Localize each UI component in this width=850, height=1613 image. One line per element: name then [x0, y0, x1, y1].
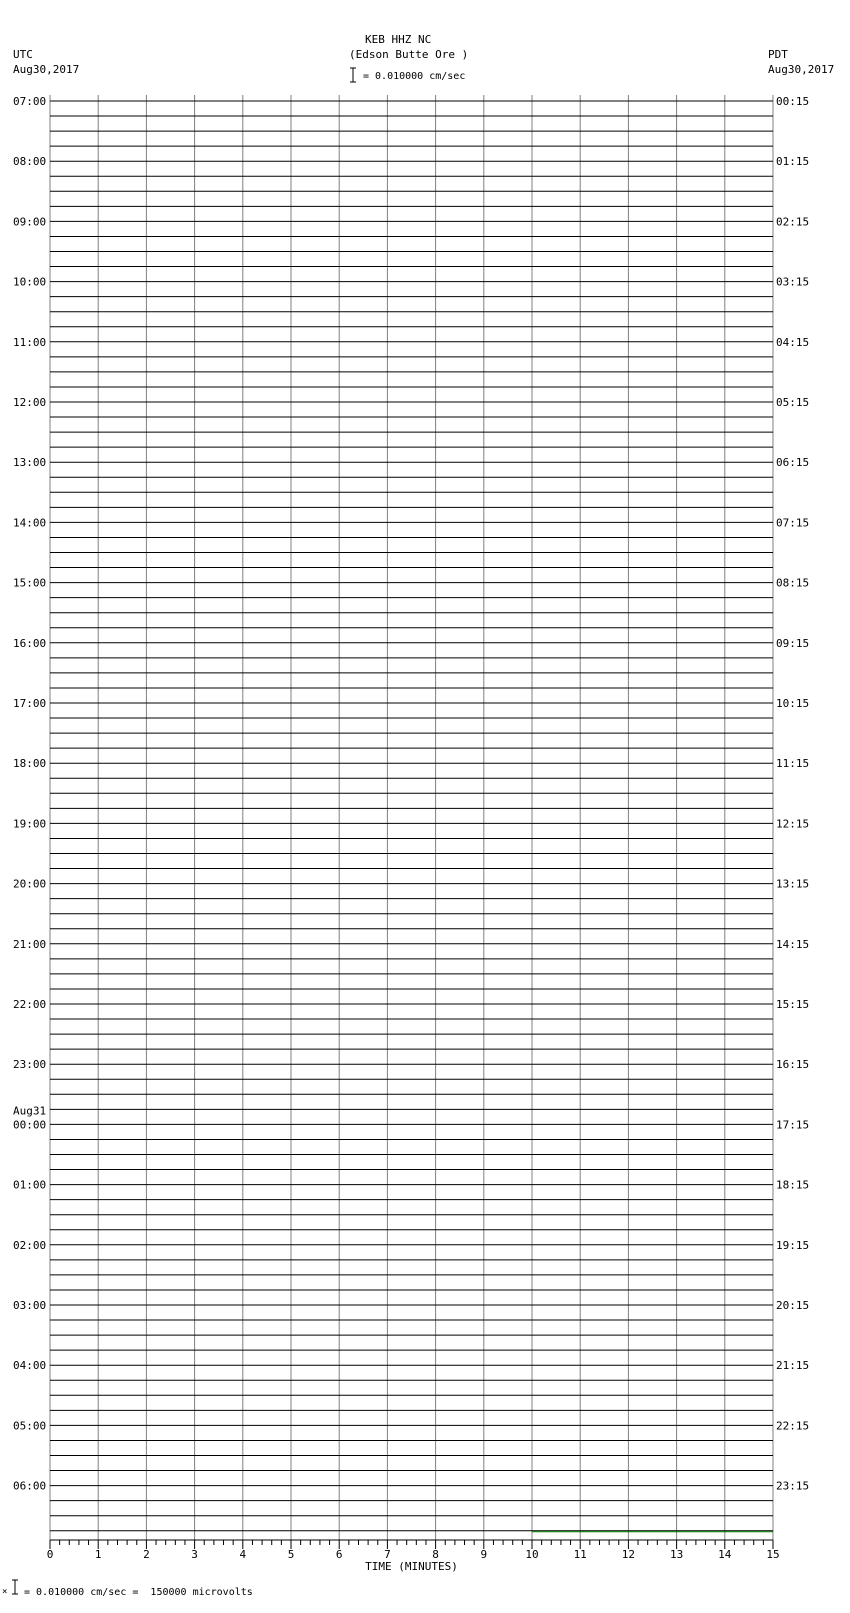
utc-hour-label: 09:00 [13, 215, 47, 229]
x-tick-label: 2 [143, 1548, 150, 1561]
pdt-hour-label: 07:15 [776, 516, 810, 530]
x-tick-label: 0 [46, 1548, 54, 1561]
utc-hour-label: 16:00 [13, 636, 47, 650]
pdt-hour-label: 23:15 [776, 1479, 810, 1493]
x-tick-label: 13 [669, 1548, 684, 1561]
right-date: Aug30,2017 [768, 63, 835, 76]
scale-text: = 0.010000 cm/sec [363, 71, 466, 82]
pdt-hour-label: 08:15 [776, 576, 810, 590]
utc-hour-label: 10:00 [13, 275, 47, 289]
pdt-hour-label: 11:15 [776, 757, 810, 771]
left-timezone: UTC [13, 48, 33, 61]
pdt-hour-label: 03:15 [776, 275, 810, 289]
pdt-hour-label: 12:15 [776, 817, 810, 831]
pdt-hour-label: 02:15 [776, 215, 810, 229]
pdt-hour-label: 05:15 [776, 396, 810, 409]
pdt-hour-label: 01:15 [776, 155, 810, 169]
left-date: Aug30,2017 [13, 63, 80, 76]
utc-hour-label: 17:00 [13, 697, 47, 710]
x-axis-label: TIME (MINUTES) [365, 1560, 458, 1573]
x-tick-label: 7 [384, 1548, 391, 1561]
x-tick-label: 15 [766, 1548, 780, 1561]
x-tick-label: 5 [287, 1548, 295, 1561]
utc-hour-label: 11:00 [13, 335, 47, 349]
pdt-hour-label: 21:15 [776, 1359, 810, 1373]
x-tick-label: 10 [525, 1548, 539, 1561]
pdt-hour-label: 22:15 [776, 1419, 810, 1433]
x-tick-label: 12 [621, 1548, 636, 1561]
pdt-hour-label: 06:15 [776, 456, 810, 470]
footer-scale-bar-icon [11, 1579, 19, 1595]
x-tick-label: 6 [335, 1548, 343, 1561]
utc-hour-label: 03:00 [13, 1299, 47, 1312]
pdt-hour-label: 04:15 [776, 335, 810, 349]
utc-hour-label: 15:00 [13, 576, 47, 590]
utc-hour-label: 00:00 [13, 1118, 47, 1132]
utc-hour-label: 13:00 [13, 456, 47, 470]
pdt-hour-label: 00:15 [776, 95, 810, 108]
utc-hour-label: 18:00 [13, 757, 47, 771]
pdt-hour-label: 18:15 [776, 1178, 810, 1192]
pdt-hour-label: 13:15 [776, 877, 810, 891]
utc-hour-label: 23:00 [13, 1058, 47, 1072]
pdt-hour-label: 09:15 [776, 636, 810, 650]
footer-scale-text: = 0.010000 cm/sec = 150000 microvolts [24, 1587, 253, 1598]
utc-hour-label: 22:00 [13, 998, 47, 1011]
utc-hour-label: 21:00 [13, 937, 47, 951]
station-code: KEB HHZ NC [365, 33, 432, 46]
pdt-hour-label: 14:15 [776, 937, 810, 951]
x-tick-label: 11 [573, 1548, 587, 1561]
utc-hour-label: 05:00 [13, 1419, 47, 1433]
pdt-hour-label: 15:15 [776, 998, 810, 1011]
x-tick-label: 14 [718, 1548, 732, 1561]
utc-hour-label: 02:00 [13, 1238, 47, 1252]
x-tick-label: 4 [239, 1548, 247, 1561]
utc-hour-label: 19:00 [13, 817, 47, 831]
footer-marker: × [2, 1587, 8, 1597]
pdt-hour-label: 19:15 [776, 1238, 810, 1252]
pdt-hour-label: 16:15 [776, 1058, 810, 1072]
utc-hour-label: 08:00 [13, 155, 47, 169]
pdt-hour-label: 17:15 [776, 1118, 810, 1132]
utc-hour-label: 04:00 [13, 1359, 47, 1373]
x-tick-label: 8 [432, 1548, 439, 1561]
station-name: (Edson Butte Ore ) [349, 48, 469, 61]
x-tick-label: 1 [94, 1548, 102, 1561]
utc-hour-label: 01:00 [13, 1178, 47, 1192]
pdt-hour-label: 20:15 [776, 1299, 810, 1312]
utc-hour-label: 12:00 [13, 396, 47, 409]
right-timezone: PDT [768, 48, 788, 61]
utc-hour-label: 14:00 [13, 516, 47, 530]
x-tick-label: 3 [191, 1548, 198, 1561]
date-change-label: Aug31 [13, 1104, 47, 1118]
utc-hour-label: 07:00 [13, 95, 47, 108]
pdt-hour-label: 10:15 [776, 697, 810, 710]
x-tick-label: 9 [480, 1548, 488, 1561]
utc-hour-label: 06:00 [13, 1479, 47, 1493]
utc-hour-label: 20:00 [13, 877, 47, 891]
